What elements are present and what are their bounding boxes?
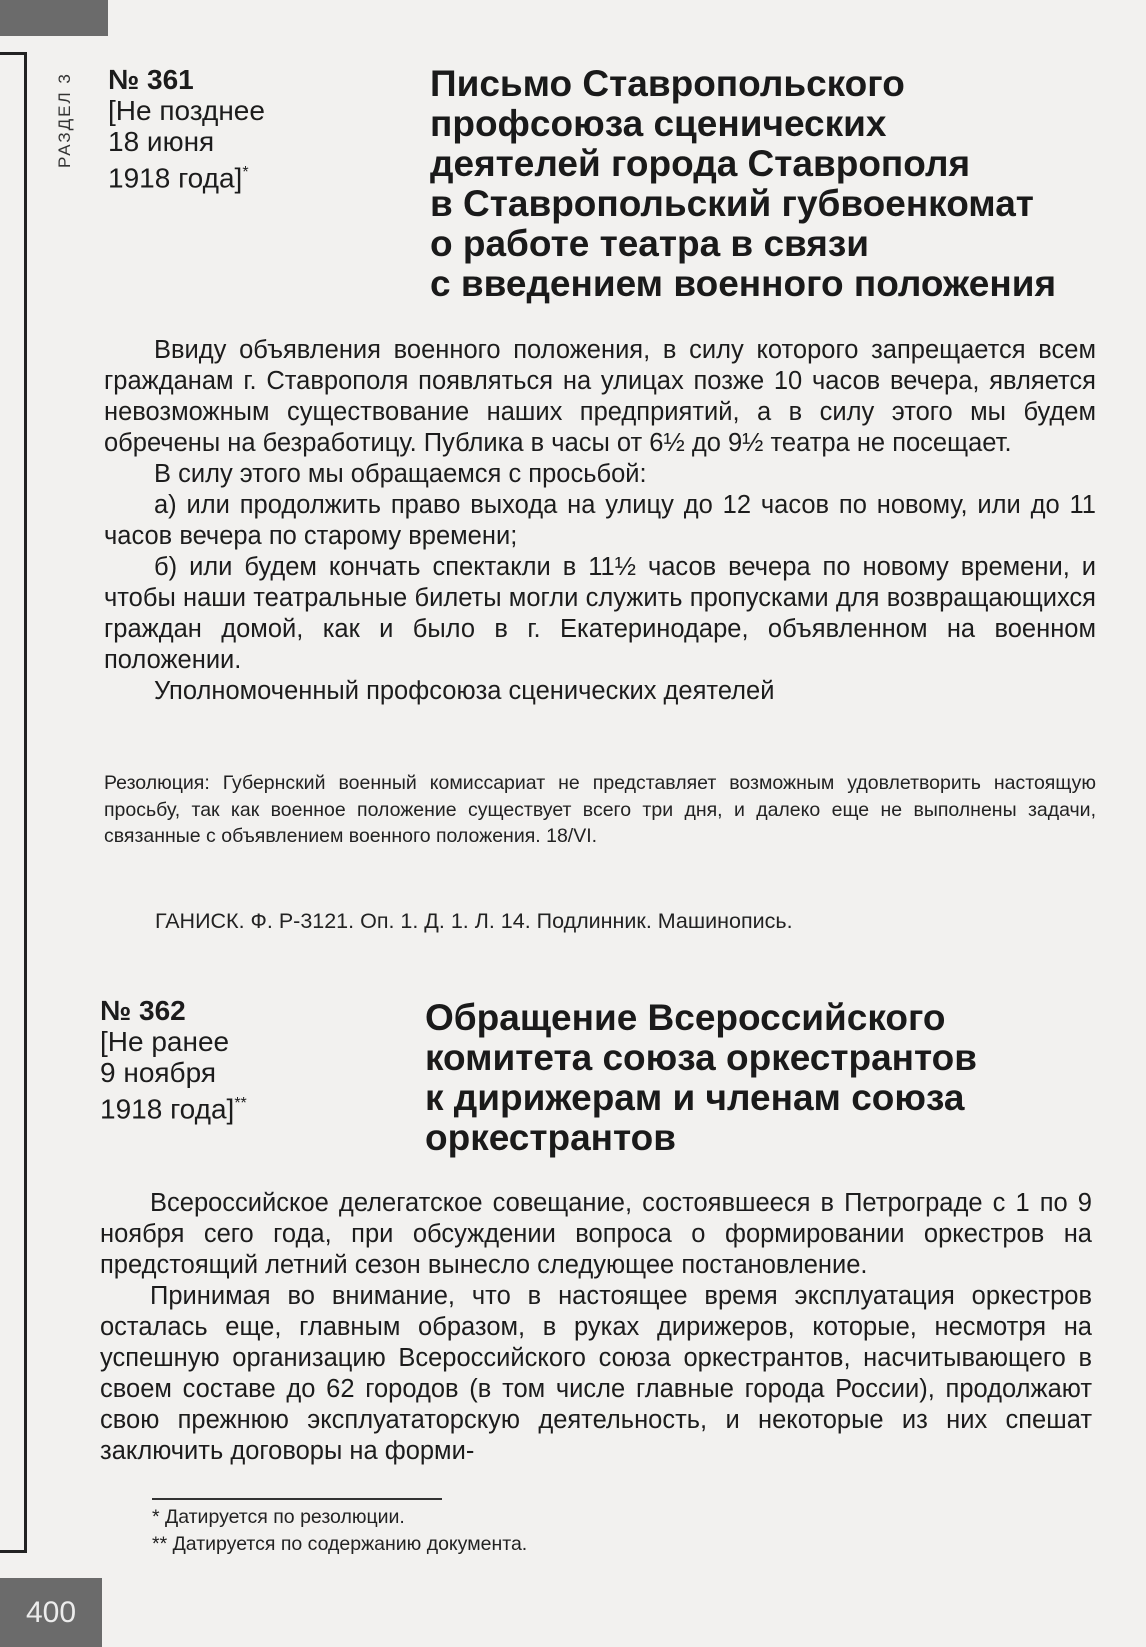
doc361-title-line: Письмо Ставропольского (430, 63, 905, 104)
page-number: 400 (0, 1578, 102, 1647)
doc361-paragraph: б) или будем кончать спектакли в 11½ часов вечера по новому времени, и чтобы наши театральные билеты могли служить пропусками для возвращающихся граждан домой, как и было в г. Екатеринодаре, объявленном на военном положении. (104, 553, 1096, 674)
section-label: РАЗДЕЛ 3 (55, 72, 74, 168)
doc361-title-line: деятелей города Ставрополя (430, 143, 971, 184)
doc362-date-line: 1918 года] (100, 1093, 235, 1125)
doc362-title-line: Обращение Всероссийского (425, 997, 946, 1038)
doc362-title-line: оркестрантов (425, 1117, 677, 1158)
footnote: ** Датируется по содержанию документа. (152, 1533, 528, 1555)
doc362-meta (100, 995, 247, 1124)
doc362-paragraph: Всероссийское делегатское совещание, состоявшееся в Петрограде с 1 по 9 ноября сего года, при обсуждении вопроса о формировании оркестров на предстоящий летний сезон вынесло следующее постановление. (100, 1189, 1092, 1279)
doc361-title-line: в Ставропольский губвоенкомат (430, 183, 1034, 224)
footnote-divider (152, 1498, 442, 1500)
margin-frame (0, 52, 27, 1553)
doc361-date-line: 1918 года] (108, 162, 243, 194)
doc361-title-line: с введением военного положения (430, 263, 1057, 304)
doc362-paragraph: Принимая во внимание, что в настоящее время эксплуатация оркестров осталась еще, главным образом, в руках дирижеров, которые, несмотря на успешную организацию Всероссийского союза оркестрантов, насчитывающего в своем составе до 62 городов (в том числе главные города России), продолжают свою прежнюю эксплуататорскую деятельность, и некоторые из них спешат заключить договоры на форми- (100, 1282, 1092, 1465)
doc361-number: № 361 (108, 64, 194, 95)
doc361-resolution: Резолюция: Губернский военный комиссариат не представляет возможным удовлетворить настоящую просьбу, так как военное положение существует всего три дня, и далеко еще не выполнены задачи, связанные с объявлением военного положения. 18/VI. (104, 772, 1096, 847)
doc362-title (425, 998, 977, 1158)
doc361-date-line: 18 июня (108, 126, 215, 157)
doc362-title-line: к дирижерам и членам союза (425, 1077, 965, 1118)
doc362-date-line: [Не ранее (100, 1026, 230, 1057)
doc362-number: № 362 (100, 995, 186, 1026)
doc361-paragraph: В силу этого мы обращаемся с просьбой: (154, 460, 647, 488)
doc361-title-line: о работе театра в связи (430, 223, 870, 264)
doc361-paragraph: Ввиду объявления военного положения, в силу которого запрещается всем гражданам г. Ставрополя появляться на улицах позже 10 часов вечера, является невозможным существование наших предприятий, а в силу этого мы будем обречены на безработицу. Публика в часы от 6½ до 9½ театра не посещает. (104, 336, 1096, 457)
doc361-title-line: профсоюза сценических (430, 103, 887, 144)
footnotes (152, 1504, 527, 1558)
doc361-date-line: [Не позднее (108, 95, 265, 126)
doc361-source: ГАНИСК. Ф. Р-3121. Оп. 1. Д. 1. Л. 14. Подлинник. Машинопись. (155, 909, 793, 933)
doc362-title-line: комитета союза оркестрантов (425, 1037, 978, 1078)
corner-tab (0, 0, 108, 36)
doc362-date-line: 9 ноября (100, 1057, 217, 1088)
doc361-signature: Уполномоченный профсоюза сценических деятелей (154, 677, 775, 705)
doc361-meta (108, 64, 265, 193)
doc361-date-mark: * (242, 164, 249, 181)
doc361-title (430, 64, 1056, 304)
doc361-body (104, 335, 1096, 707)
footnote: * Датируется по резолюции. (152, 1506, 405, 1528)
doc362-date-mark: ** (234, 1095, 247, 1112)
doc361-paragraph: а) или продолжить право выхода на улицу до 12 часов по новому, или до 11 часов вечера по старому времени; (104, 491, 1096, 550)
doc362-body (100, 1188, 1092, 1467)
